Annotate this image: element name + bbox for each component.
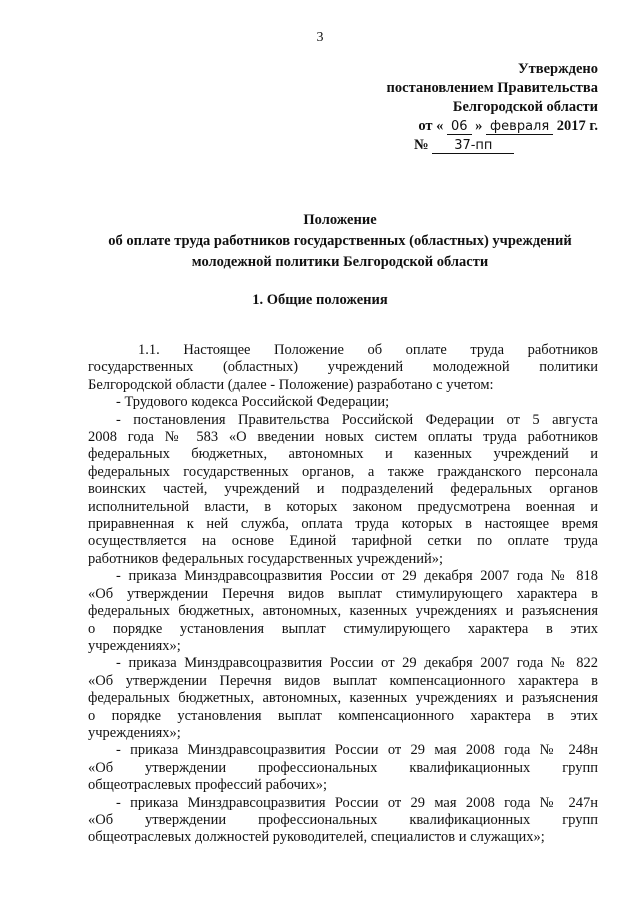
date-mid: » <box>475 118 483 134</box>
body-line: федеральных бюджетных, автономных и казенных учреждений и <box>88 446 598 463</box>
body-line: 2008 года № 583 «О введении новых систем оплаты труда работников <box>88 429 598 446</box>
approval-number-line <box>378 136 598 155</box>
approval-line-3: Белгородской области <box>452 99 598 115</box>
body-line: о порядке установления выплат компенсационного характера в этих <box>88 707 598 724</box>
date-day: 06 <box>447 119 472 135</box>
body-line: федеральных бюджетных, автономных, казенных учреждениях и разъяснения <box>88 603 598 620</box>
body-line: - приказа Минздравсоцразвития России от 29 мая 2008 года № 248н <box>116 742 598 759</box>
body-line: воинских частей, учреждений и подразделений федеральных органов <box>88 481 598 498</box>
number-prefix: № <box>414 137 429 153</box>
body-line: общеотраслевых должностей руководителей, специалистов и служащих»; <box>88 829 545 846</box>
title-line-1: Положение <box>303 212 377 228</box>
approval-date-line <box>378 117 598 136</box>
body-line: - приказа Минздравсоцразвития России от 29 декабря 2007 года № 822 <box>116 655 598 672</box>
approval-line-2: постановлением Правительства <box>386 80 598 96</box>
body-line: о порядке установления выплат стимулирующего характера в этих <box>88 620 598 637</box>
body-line: - постановления Правительства Российской Федерации от 5 августа <box>116 411 598 428</box>
body-line: - Трудового кодекса Российской Федерации; <box>116 394 390 411</box>
date-prefix: от « <box>418 118 444 134</box>
body-line: осуществляется на основе Единой тарифной сетки по оплате труда <box>88 533 598 550</box>
date-year: 2017 г. <box>556 118 598 134</box>
body-line: учреждениях»; <box>88 724 181 741</box>
body-line: «Об утверждении профессиональных квалификационных групп <box>88 811 598 828</box>
body-line: государственных (областных) учреждений молодежной политики <box>88 359 598 376</box>
body-line: общеотраслевых профессий рабочих»; <box>88 777 328 794</box>
body-line: учреждениях»; <box>88 637 181 654</box>
body-line: исполнительной власти, в которых законом предусмотрена военная и <box>88 498 598 515</box>
body-line: федеральных бюджетных, автономных, казенных учреждениях и разъяснения <box>88 690 598 707</box>
body-line: «Об утверждении Перечня видов выплат стимулирующего характера в <box>88 585 598 602</box>
body-line: федеральных государственных органов, а также гражданского персонала <box>88 463 598 480</box>
title-line-3: молодежной политики Белгородской области <box>191 254 489 270</box>
document-title <box>70 210 610 273</box>
body-line: «Об утверждении Перечня видов выплат компенсационного характера в <box>88 672 598 689</box>
body-line: 1.1. Настоящее Положение об оплате труда работников <box>138 342 598 358</box>
title-line-2: об оплате труда работников государственных (областных) учреждений <box>108 233 572 249</box>
body-line: приравненная к ней служба, оплата труда которых в настоящее время <box>88 516 598 533</box>
body-line: - приказа Минздравсоцразвития России от 29 мая 2008 года № 247н <box>116 794 598 811</box>
date-month: февраля <box>486 119 553 135</box>
body-line: «Об утверждении профессиональных квалификационных групп <box>88 759 598 776</box>
approval-line-1: Утверждено <box>518 61 598 77</box>
body-line: работников федеральных государственных учреждений»; <box>88 550 444 567</box>
section-heading: 1. Общие положения <box>252 292 388 308</box>
body-line: Белгородской области (далее - Положение) разработано с учетом: <box>88 376 494 393</box>
number-value: 37-пп <box>432 138 514 154</box>
document-body <box>88 342 598 847</box>
page-number: 3 <box>316 30 324 45</box>
approval-block <box>378 60 598 155</box>
body-line: - приказа Минздравсоцразвития России от 29 декабря 2007 года № 818 <box>116 568 598 585</box>
